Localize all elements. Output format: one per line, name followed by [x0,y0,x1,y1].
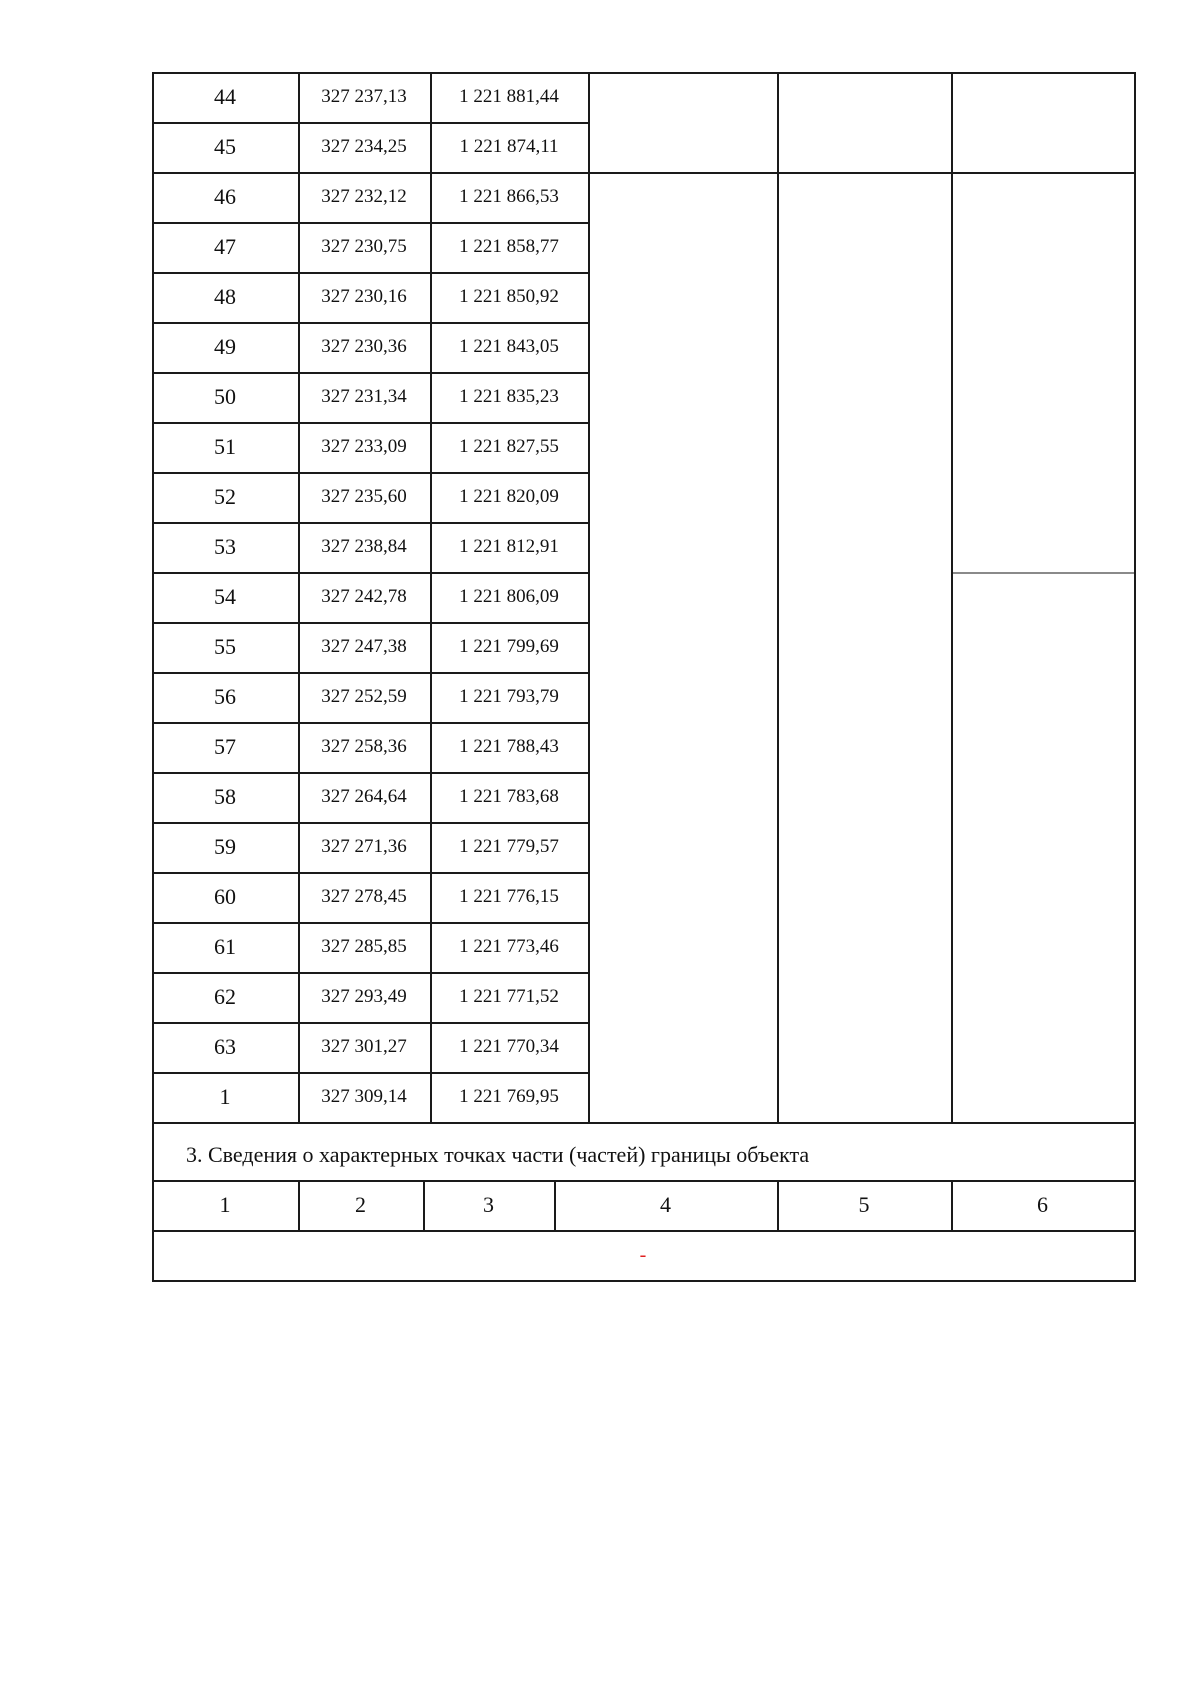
point-number: 47 [214,234,236,259]
grid-line [1134,1122,1136,1282]
grid-line [588,72,590,1124]
coordinate-y: 1 221 799,69 [459,636,559,657]
point-number: 48 [214,284,236,309]
coordinate-x: 327 238,84 [321,536,407,557]
grid-line [951,72,953,1124]
coordinate-x: 327 230,16 [321,286,407,307]
coordinate-x: 327 233,09 [321,436,407,457]
empty-data-marker: - [639,1243,647,1266]
coordinate-y: 1 221 858,77 [459,236,559,257]
coordinate-x: 327 271,36 [321,836,407,857]
coordinate-y: 1 221 843,05 [459,336,559,357]
coordinate-y: 1 221 827,55 [459,436,559,457]
point-number: 50 [214,384,236,409]
coordinate-x: 327 242,78 [321,586,407,607]
column-header-6: 6 [1037,1192,1048,1217]
coordinate-x: 327 235,60 [321,486,407,507]
coordinate-y: 1 221 820,09 [459,486,559,507]
grid-line [152,1122,1136,1124]
coordinate-y: 1 221 793,79 [459,686,559,707]
coordinate-y: 1 221 770,34 [459,1036,559,1057]
coordinate-y: 1 221 812,91 [459,536,559,557]
point-number: 55 [214,634,236,659]
coordinate-y: 1 221 881,44 [459,86,559,107]
grid-line [1134,72,1136,1124]
point-number: 61 [214,934,236,959]
coordinate-y: 1 221 866,53 [459,186,559,207]
point-number: 56 [214,684,236,709]
coordinate-x: 327 258,36 [321,736,407,757]
point-number: 45 [214,134,236,159]
column-header-1: 1 [219,1192,231,1217]
point-number: 53 [214,534,236,559]
coordinate-x: 327 247,38 [321,636,407,657]
coordinate-y: 1 221 773,46 [459,936,559,957]
column-header-3: 3 [483,1192,494,1217]
grid-line [951,572,1136,574]
coordinate-y: 1 221 806,09 [459,586,559,607]
coordinate-x: 327 230,36 [321,336,407,357]
coordinate-y: 1 221 779,57 [459,836,559,857]
coordinate-x: 327 309,14 [321,1086,407,1107]
coordinate-y: 1 221 850,92 [459,286,559,307]
grid-line [777,72,779,1124]
point-number: 52 [214,484,236,509]
point-number: 59 [214,834,236,859]
point-number: 44 [214,84,236,109]
coordinate-x: 327 232,12 [321,186,407,207]
point-number: 51 [214,434,236,459]
coordinate-y: 1 221 769,95 [459,1086,559,1107]
section-3-title: 3. Сведения о характерных точках части (частей) границы объекта [186,1142,810,1167]
coordinate-x: 327 293,49 [321,986,407,1007]
coordinate-x: 327 237,13 [321,86,407,107]
column-header-4: 4 [660,1192,671,1217]
point-number: 57 [214,734,236,759]
point-number: 60 [214,884,236,909]
coordinate-x: 327 230,75 [321,236,407,257]
point-number: 62 [214,984,236,1009]
grid-line [152,1280,1136,1282]
point-number: 63 [214,1034,236,1059]
coordinate-y: 1 221 771,52 [459,986,559,1007]
coordinate-x: 327 285,85 [321,936,407,957]
boundary-points-document [152,72,1134,1277]
coordinate-y: 1 221 788,43 [459,736,559,757]
point-number: 58 [214,784,236,809]
coordinate-x: 327 234,25 [321,136,407,157]
point-number: 49 [214,334,236,359]
point-number: 54 [214,584,236,609]
column-header-2: 2 [355,1192,366,1217]
point-number: 1 [219,1084,231,1109]
coordinate-y: 1 221 783,68 [459,786,559,807]
coordinate-y: 1 221 874,11 [459,136,559,157]
coordinate-y: 1 221 835,23 [459,386,559,407]
grid-line [588,172,1136,174]
coordinate-x: 327 278,45 [321,886,407,907]
coordinate-x: 327 301,27 [321,1036,407,1057]
coordinate-x: 327 252,59 [321,686,407,707]
coordinate-x: 327 231,34 [321,386,407,407]
point-number: 46 [214,184,236,209]
coordinate-y: 1 221 776,15 [459,886,559,907]
coordinate-x: 327 264,64 [321,786,407,807]
column-header-5: 5 [858,1192,870,1217]
